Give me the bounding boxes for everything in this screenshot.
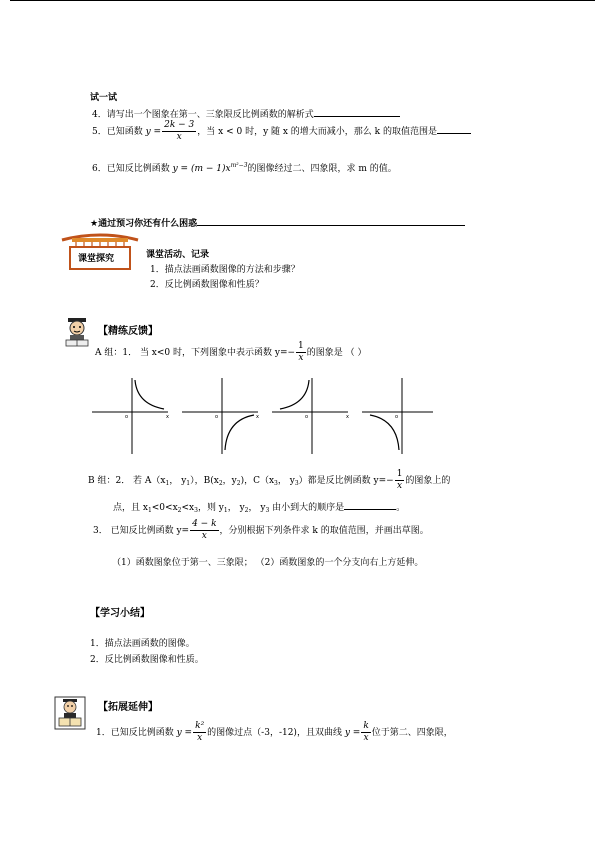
q5-condition-text: ，当 x < 0 时，y 随 x 的增大而减小，那么 k 的取值范围是 bbox=[197, 127, 437, 137]
a1-denominator: x bbox=[298, 353, 304, 363]
q6-exponent: m²−3 bbox=[230, 162, 248, 169]
graph-1-origin-label: o bbox=[125, 414, 129, 420]
b2-l2-a: 点，且 x bbox=[113, 503, 148, 513]
group-a-question-1 bbox=[95, 342, 367, 363]
answer-blank-q4[interactable] bbox=[314, 116, 400, 117]
b2-sub-4: 2 bbox=[236, 480, 241, 487]
graph-option-3[interactable] bbox=[272, 378, 349, 454]
q5-denominator: x bbox=[176, 132, 182, 142]
b2-l2-end: 。 bbox=[396, 503, 406, 513]
q6-expression: y = (m − 1)x bbox=[172, 164, 231, 174]
b2-l2-g: 由小到大的顺序是 bbox=[269, 503, 345, 513]
b2-denominator: x bbox=[397, 481, 403, 491]
ext-fraction-1 bbox=[193, 722, 206, 743]
group-b-question-3 bbox=[93, 520, 429, 541]
answer-blank-b2[interactable] bbox=[344, 509, 396, 510]
graph-3-origin-label: o bbox=[305, 414, 309, 420]
q3-subquestions: （1）函数图象位于第一、三象限； （2）函数图象的一个分支向右上方延伸。 bbox=[112, 558, 424, 568]
explore-title: 课堂活动、记录 bbox=[146, 250, 210, 260]
b2-sub-1: 1 bbox=[165, 480, 170, 487]
b2-l2-f: ， y bbox=[248, 503, 266, 513]
graph-option-1[interactable] bbox=[92, 378, 169, 454]
confusion-prompt bbox=[90, 216, 465, 229]
explore-item-1: 1．描点法画函数图像的方法和步骤？ bbox=[150, 265, 300, 275]
b2-text-g: ）都是反比例函数 y=− bbox=[298, 476, 394, 486]
b2-l2-sub-2: 2 bbox=[177, 507, 182, 514]
b2-l2-sub-6: 3 bbox=[265, 507, 270, 514]
a1-choice-bracket: 的图象是 （ ） bbox=[306, 348, 367, 358]
graph-2-x-label: x bbox=[256, 414, 259, 420]
q3-fraction bbox=[190, 520, 218, 541]
ext-denominator-1: x bbox=[197, 733, 203, 743]
b2-l2-c: <x bbox=[181, 503, 195, 513]
section-try-heading: 试一试 bbox=[90, 93, 118, 103]
b2-text-c: ），B(x bbox=[190, 476, 219, 486]
answer-blank-q5[interactable] bbox=[437, 133, 471, 134]
graph-1-x-label: x bbox=[166, 414, 169, 420]
b2-text-b: ， y bbox=[169, 476, 187, 486]
practice-heading: 【精练反馈】 bbox=[98, 326, 158, 337]
graph-3-x-label: x bbox=[346, 414, 349, 420]
b2-text-a: B 组：2． 若 A（x bbox=[88, 476, 166, 486]
b2-text-f: ， y bbox=[277, 476, 295, 486]
ext-text-c: 位于第二、四象限， bbox=[371, 728, 453, 738]
student-reading-icon bbox=[60, 316, 94, 350]
graph-4-origin-label: o bbox=[395, 414, 399, 420]
group-b-question-2 bbox=[88, 470, 450, 491]
b2-sub-5: 3 bbox=[274, 480, 278, 487]
summary-item-1: 1．描点法画函数的图像。 bbox=[90, 639, 195, 649]
graph-option-4[interactable] bbox=[362, 378, 433, 454]
summary-item-2: 2．反比例函数图像和性质。 bbox=[90, 655, 204, 665]
ext-fraction-2 bbox=[361, 722, 370, 743]
b2-fraction bbox=[395, 470, 405, 491]
b2-l2-d: ，则 y bbox=[197, 503, 224, 513]
question-6 bbox=[92, 161, 397, 174]
explore-badge bbox=[60, 232, 140, 272]
a1-text: A 组：1． 当 x<0 时，下列图象中表示函数 y=− bbox=[95, 348, 296, 358]
b2-text-e: )，C（x bbox=[240, 476, 275, 486]
q3-numerator: 4 − k bbox=[192, 519, 217, 529]
question-4 bbox=[92, 107, 400, 120]
confusion-answer-line[interactable] bbox=[197, 225, 465, 226]
question-5-prefix: 5．已知函数 bbox=[92, 127, 143, 137]
extension-question-1 bbox=[96, 722, 453, 743]
q6-suffix: 的图像经过二、四象限，求 m 的值。 bbox=[247, 164, 397, 174]
confusion-text: 通过预习你还有什么困惑 bbox=[98, 219, 198, 229]
explore-item-2: 2．反比例函数图像和性质？ bbox=[150, 280, 264, 290]
group-b-question-2-line2 bbox=[113, 500, 405, 514]
b2-l2-b: <0<x bbox=[151, 503, 178, 513]
ext-text-b: 的图像过点（-3，-12)，且双曲线 bbox=[207, 728, 342, 738]
ext-numerator-1: k² bbox=[195, 721, 205, 731]
explore-badge-label: 课堂探究 bbox=[78, 254, 115, 264]
extension-heading: 【拓展延伸】 bbox=[98, 702, 158, 713]
hyperbola-graph-options bbox=[88, 374, 433, 458]
q3-text-a: 3． 已知反比例函数 y= bbox=[93, 526, 190, 536]
question-5 bbox=[92, 121, 471, 142]
b2-sub-2: 1 bbox=[186, 480, 191, 487]
b2-sub-6: 3 bbox=[294, 480, 299, 487]
question-6-prefix: 6．已知反比例函数 bbox=[92, 164, 170, 174]
b2-text-h: 的图象上的 bbox=[405, 476, 451, 486]
page-top-rule bbox=[10, 0, 595, 3]
b2-sub-3: 2 bbox=[218, 480, 223, 487]
a1-fraction bbox=[296, 342, 306, 363]
b2-l2-sub-1: 1 bbox=[147, 507, 152, 514]
b2-l2-e: ， y bbox=[227, 503, 245, 513]
b2-numerator: 1 bbox=[396, 469, 403, 479]
q5-fraction bbox=[162, 121, 196, 142]
ext-denominator-2: x bbox=[363, 733, 369, 743]
teacher-reading-icon bbox=[54, 696, 86, 730]
ext-numerator-2: k bbox=[363, 721, 369, 731]
a1-numerator: 1 bbox=[298, 341, 304, 351]
b2-l2-sub-3: 3 bbox=[194, 507, 198, 514]
question-4-text: 4．请写出一个图象在第一、三象限反比例函数的解析式 bbox=[92, 110, 314, 120]
ext-y-equals-1: y = bbox=[176, 728, 193, 738]
q3-text-b: ，分别根据下列条件求 k 的取值范围，并画出草图。 bbox=[219, 526, 429, 536]
q5-y-equals: y = bbox=[145, 127, 162, 137]
b2-text-d: ，y bbox=[222, 476, 237, 486]
star-icon: ★ bbox=[90, 219, 99, 229]
q5-numerator: 2k − 3 bbox=[164, 120, 195, 130]
b2-l2-sub-5: 2 bbox=[244, 507, 249, 514]
ext-y-equals-2: y = bbox=[344, 728, 361, 738]
b2-l2-sub-4: 1 bbox=[223, 507, 228, 514]
ext-text-a: 1．已知反比例函数 bbox=[96, 728, 174, 738]
graph-option-2[interactable] bbox=[182, 378, 259, 454]
q3-denominator: x bbox=[201, 531, 207, 541]
graph-2-origin-label: o bbox=[215, 414, 219, 420]
summary-heading: 【学习小结】 bbox=[90, 608, 150, 619]
